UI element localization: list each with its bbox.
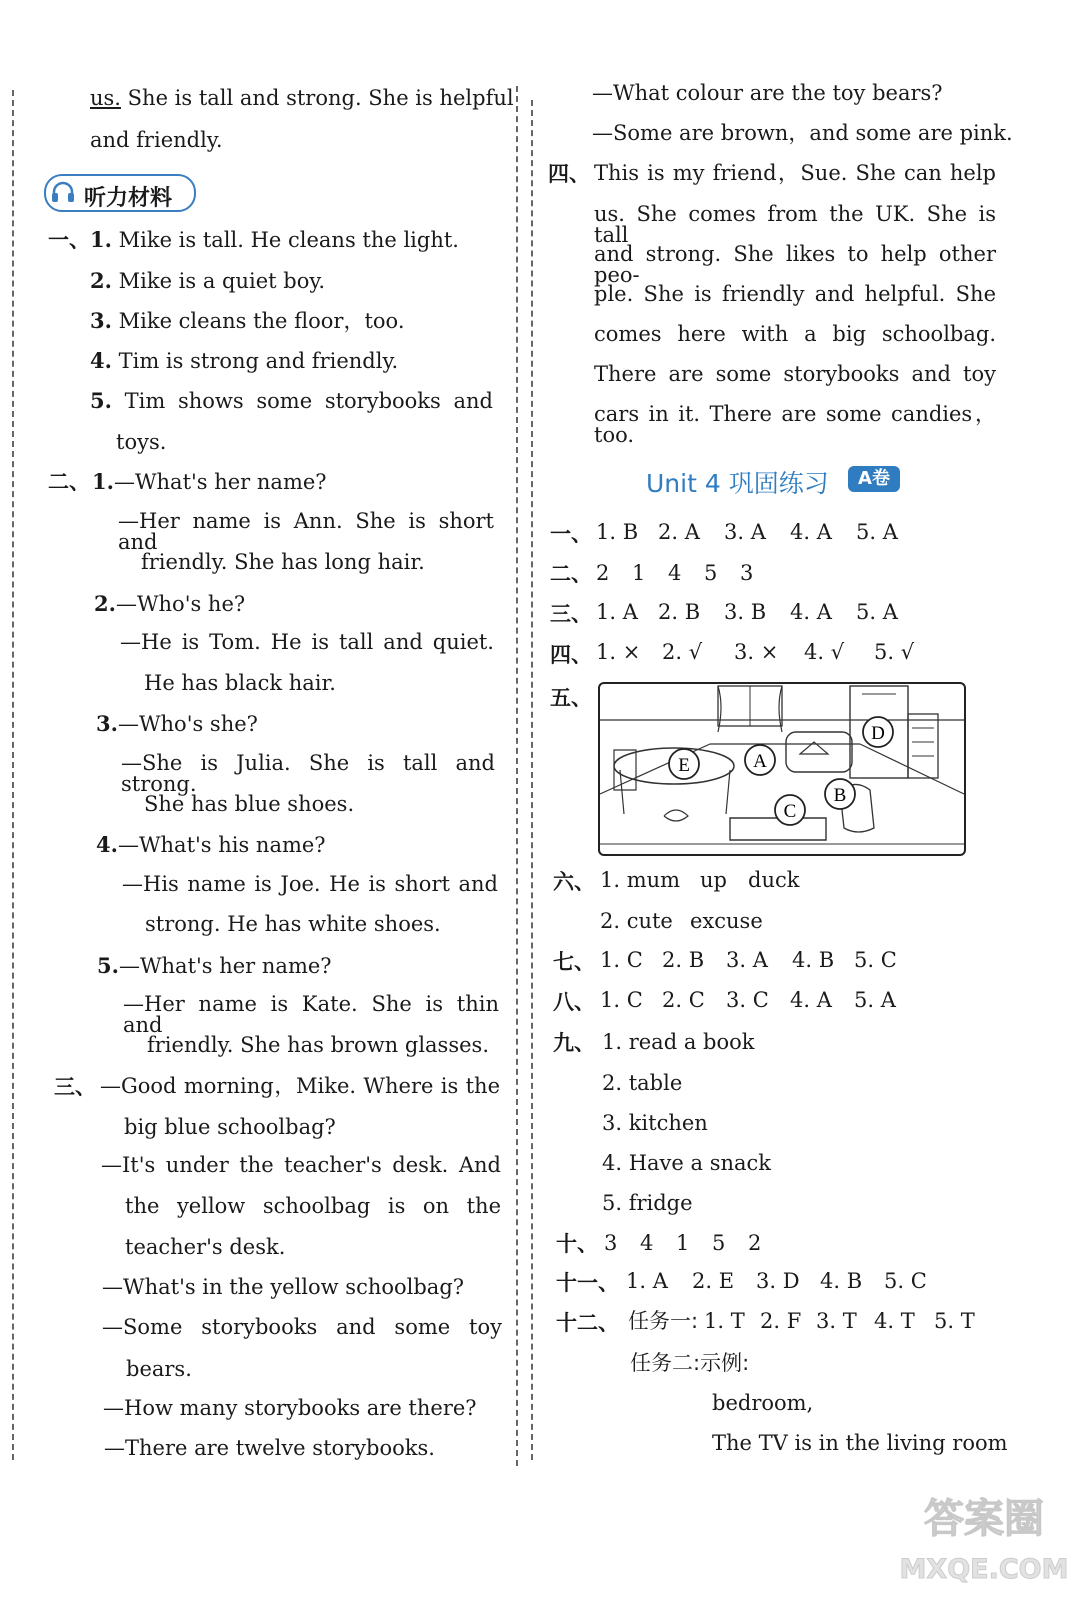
answer-item: 3. ×: [734, 640, 779, 664]
unit-title: Unit 4 巩固练习: [646, 469, 829, 498]
s4-line-5: comes here with a big schoolbag.: [594, 322, 996, 346]
answer-2-marker: 二、: [550, 562, 592, 586]
answer-item: 4. B: [820, 1269, 863, 1293]
answer-item: 2. E: [692, 1269, 735, 1293]
answer-item: 4: [640, 1231, 654, 1255]
answer-item: 2. B: [658, 600, 701, 624]
answer-item: 4. B: [792, 948, 835, 972]
left-margin-line: [12, 90, 14, 1460]
svg-text:答案圈: 答案圈: [924, 1496, 1044, 1542]
answer-item: 1. C: [600, 948, 643, 972]
intro-line-1: [90, 88, 514, 109]
answer-item: 2: [596, 561, 610, 585]
answer-item: 1. mum: [600, 868, 681, 892]
answer-item: 5. C: [854, 948, 897, 972]
answer-2-row: [596, 563, 753, 584]
s3-line-10: —There are twelve storybooks.: [104, 1436, 435, 1460]
s1-item-4: 4. Tim is strong and friendly.: [90, 348, 399, 373]
answer-item: 5: [704, 561, 718, 585]
answer-item: 4. A: [790, 520, 832, 544]
answer-3-marker: 三、: [550, 602, 592, 626]
answer-item: 1. A: [596, 600, 638, 624]
answer-item: excuse: [690, 909, 763, 933]
answer-item: 4. √: [804, 640, 845, 664]
answer-item: 3. D: [756, 1269, 800, 1293]
s1-item-2: 2. Mike is a quiet boy.: [90, 268, 326, 293]
s4-line-3: and strong. She likes to help other peo-: [594, 242, 996, 287]
headphones-icon: [50, 180, 76, 209]
answer-4-marker: 四、: [550, 643, 592, 667]
answer-7-marker: 七、: [553, 950, 595, 974]
site-watermark-logo: [900, 1482, 1068, 1594]
s1-item-1: 1. Mike is tall. He cleans the light.: [90, 227, 459, 252]
answer-item: 5. C: [884, 1269, 927, 1293]
answer-10-marker: 十、: [556, 1232, 598, 1256]
svg-text:E: E: [678, 755, 690, 776]
answer-item: 5: [712, 1231, 726, 1255]
svg-text:MXQE.COM: MXQE.COM: [900, 1554, 1068, 1585]
label-A: [745, 745, 775, 775]
task-2-line-2: The TV is in the living room: [712, 1431, 1008, 1455]
answer-item: 2: [748, 1231, 762, 1255]
s2-d4-question: 4.—What's his name?: [96, 832, 326, 857]
label-C: [775, 795, 805, 825]
answer-item: 2. √: [662, 640, 703, 664]
answer-11-marker: 十一、: [556, 1271, 619, 1295]
answer-9-item-5: 5. fridge: [602, 1191, 693, 1215]
answer-1-row: [596, 522, 898, 543]
s2-d3-question: 3.—Who's she?: [96, 711, 258, 736]
s2-d1-answer-1: —Her name is Ann. She is short and: [118, 509, 494, 554]
answer-6-row-2: [600, 911, 763, 932]
answer-item: 1: [632, 561, 646, 585]
answer-item: 2. A: [658, 520, 700, 544]
svg-text:D: D: [871, 723, 885, 744]
answer-item: 3: [604, 1231, 618, 1255]
r-top-line-1: —What colour are the toy bears?: [592, 81, 943, 105]
section-3-marker: 三、: [54, 1075, 96, 1099]
answer-9-item-2: 2. table: [602, 1071, 683, 1095]
r-top-line-2: —Some are brown，and some are pink.: [592, 121, 1013, 145]
svg-text:A: A: [753, 751, 767, 772]
s3-line-8: bears.: [126, 1357, 192, 1381]
answer-9-item-1: 1. read a book: [602, 1030, 755, 1054]
living-room-illustration: [598, 682, 966, 856]
answer-9-item-3: 3. kitchen: [602, 1111, 708, 1135]
intro-line-1-text: She is tall and strong. She is helpful: [120, 86, 514, 110]
answer-item: 4: [668, 561, 682, 585]
answer-item: 3: [740, 561, 754, 585]
s2-d2-question: 2.—Who's he?: [94, 591, 246, 616]
s3-line-9: —How many storybooks are there?: [103, 1396, 477, 1420]
answer-3-row: [596, 602, 898, 623]
s3-line-6: —What's in the yellow schoolbag?: [102, 1275, 465, 1299]
s2-d1-answer-2: friendly. She has long hair.: [141, 550, 425, 574]
label-B: [825, 779, 855, 809]
answer-6-marker: 六、: [553, 870, 595, 894]
answer-item: 5. √: [874, 640, 915, 664]
answer-item: 4. A: [790, 600, 832, 624]
answer-6-row-1: [600, 870, 799, 891]
answer-item: 3. T: [816, 1309, 857, 1333]
answer-item: 5. A: [854, 988, 896, 1012]
svg-text:B: B: [833, 785, 847, 806]
s4-line-6: There are some storybooks and toy: [594, 362, 996, 386]
label-E: [669, 749, 699, 779]
intro-line-2: and friendly.: [90, 128, 223, 152]
answer-item: 1. T: [704, 1309, 745, 1333]
answer-11-row: [626, 1271, 927, 1292]
answer-item: 1. A: [626, 1269, 668, 1293]
answer-item: 3. A: [726, 948, 768, 972]
s3-line-1: —Good morning，Mike. Where is the: [100, 1074, 500, 1098]
answer-12-marker: 十二、: [556, 1311, 619, 1335]
answer-item: 2. cute: [600, 909, 673, 933]
s4-line-2: us. She comes from the UK. She is tall: [594, 202, 996, 247]
answer-item: up: [700, 868, 727, 892]
answer-item: duck: [748, 868, 800, 892]
answer-item: 1: [676, 1231, 690, 1255]
right-column-line: [531, 100, 533, 1460]
answer-12-task-1: [628, 1311, 975, 1332]
s2-d3-answer-1: —She is Julia. She is tall and strong.: [121, 751, 495, 796]
listening-materials-header: [44, 174, 196, 212]
answer-item: 4. A: [790, 988, 832, 1012]
answer-item: 4. T: [874, 1309, 915, 1333]
answer-item: 3. A: [724, 520, 766, 544]
answer-item: 5. A: [856, 600, 898, 624]
answer-item: 2. C: [662, 988, 705, 1012]
answer-item: 1. C: [600, 988, 643, 1012]
s2-d5-question: 5.—What's her name?: [97, 953, 332, 978]
listening-header-label: 听力材料: [84, 186, 173, 211]
task-2-line-1: bedroom,: [712, 1391, 814, 1415]
answer-item: 1. B: [596, 520, 639, 544]
answer-8-marker: 八、: [553, 990, 595, 1014]
section-4-marker: 四、: [548, 162, 590, 186]
answer-item: 1. ×: [596, 640, 641, 664]
answer-item: 5. T: [934, 1309, 975, 1333]
s4-line-4: ple. She is friendly and helpful. She: [594, 282, 996, 306]
s2-d3-answer-2: She has blue shoes.: [144, 792, 355, 816]
s2-d5-answer-1: —Her name is Kate. She is thin and: [123, 992, 499, 1037]
s1-item-5-cont: toys.: [116, 430, 167, 454]
answer-item: 3. B: [724, 600, 767, 624]
answer-4-row: [596, 642, 914, 663]
s2-d5-answer-2: friendly. She has brown glasses.: [147, 1033, 489, 1057]
s1-item-3: 3. Mike cleans the floor，too.: [90, 308, 405, 333]
answer-9-item-4: 4. Have a snack: [602, 1151, 772, 1175]
s3-line-7: —Some storybooks and some toy: [102, 1315, 502, 1339]
svg-text:C: C: [783, 801, 797, 822]
unit-badge: A卷: [848, 466, 900, 492]
answer-10-row: [604, 1233, 761, 1254]
s4-line-1: This is my friend，Sue. She can help: [594, 161, 996, 185]
answer-item: 3. C: [726, 988, 769, 1012]
section-1-marker: 一、: [48, 228, 90, 252]
answer-7-row: [600, 950, 897, 971]
column-divider: [516, 86, 518, 1466]
section-2-marker: 二、: [48, 470, 90, 494]
task-1-label: 任务一:: [628, 1309, 699, 1333]
answer-1-marker: 一、: [550, 522, 592, 546]
s2-d1-question: 1.—What's her name?: [92, 469, 327, 494]
answer-9-marker: 九、: [553, 1031, 595, 1055]
answer-item: 2. B: [662, 948, 705, 972]
s2-d2-answer-1: —He is Tom. He is tall and quiet.: [120, 630, 494, 654]
s3-line-5: teacher's desk.: [125, 1235, 286, 1259]
s2-d4-answer-2: strong. He has white shoes.: [145, 912, 441, 936]
label-D: [863, 717, 893, 747]
s3-line-4: the yellow schoolbag is on the: [125, 1194, 501, 1218]
answer-5-marker: 五、: [550, 686, 592, 710]
s4-line-7: cars in it. There are some candies，too.: [594, 402, 996, 447]
answer-8-row: [600, 990, 896, 1011]
s1-item-5: 5. Tim shows some storybooks and: [90, 388, 493, 413]
answer-item: 5. A: [856, 520, 898, 544]
intro-underlined-word: us.: [90, 86, 121, 110]
task-2-label: 任务二:示例:: [630, 1351, 750, 1375]
s3-line-2: big blue schoolbag?: [124, 1115, 336, 1139]
s2-d2-answer-2: He has black hair.: [144, 671, 336, 695]
answer-item: 2. F: [760, 1309, 802, 1333]
s3-line-3: —It's under the teacher's desk. And: [101, 1153, 501, 1177]
s2-d4-answer-1: —His name is Joe. He is short and: [122, 872, 498, 896]
